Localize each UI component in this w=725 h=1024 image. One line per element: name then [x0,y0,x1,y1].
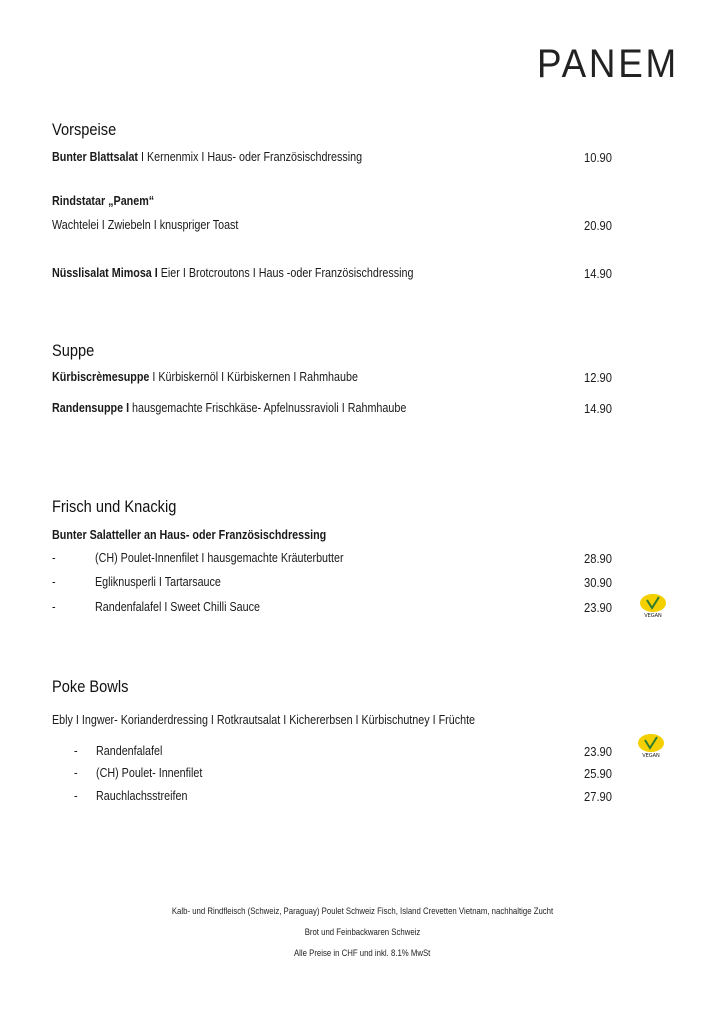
vegan-icon [638,593,668,619]
vegan-badge-shape [640,594,666,612]
item-desc: Wachtelei I Zwiebeln I knuspriger Toast [52,218,239,232]
section-subtitle: Bunter Salatteller an Haus- oder Französischdressing [52,528,327,542]
bullet: - [74,744,78,758]
menu-item [52,401,406,415]
item-name: Nüsslisalat Mimosa I [52,266,158,280]
footer-line-3: Alle Preise in CHF und inkl. 8.1% MwSt [294,948,431,959]
vegan-icon [636,733,666,759]
bullet: - [52,600,56,614]
footer-origin [0,906,725,917]
item-desc: I Kürbiskernöl I Kürbiskernen I Rahmhaube [149,370,358,384]
vegan-badge-shape [638,734,664,752]
option-price: 30.90 [584,575,612,590]
option-name: Randenfalafel [96,744,163,758]
item-price: 10.90 [584,150,612,165]
item-desc: I Kernenmix I Haus- oder Französischdressing [138,150,363,164]
vegan-label: VEGAN [644,613,662,619]
option-name: Rauchlachsstreifen [96,789,188,803]
item-price: 12.90 [584,370,612,385]
item-name: Randensuppe I [52,401,130,415]
item-name: Kürbiscrèmesuppe [52,370,150,384]
menu-item [52,370,358,384]
option-name: Randenfalafel I Sweet Chilli Sauce [95,600,260,614]
vegan-label: VEGAN [642,753,660,759]
bullet: - [74,766,78,780]
item-price: 14.90 [584,266,612,281]
section-title-vorspeise: Vorspeise [52,120,117,139]
option-price: 25.90 [584,766,612,781]
footer-prices [0,948,725,959]
option-name: Egliknusperli I Tartarsauce [95,575,221,589]
section-desc: Ebly I Ingwer- Korianderdressing I Rotkrautsalat I Kichererbsen I Kürbischutney I Früchte [52,713,476,727]
item-name: Bunter Blattsalat [52,150,139,164]
option-name: (CH) Poulet- Innenfilet [96,766,203,780]
footer-bread [0,927,725,938]
logo-wordmark: PANEM [537,42,679,86]
footer-line-1: Kalb- und Rindfleisch (Schweiz, Paraguay) Poulet Schweiz Fisch, Island Crevetten Vietnam, nachhaltige Zucht [171,906,554,917]
option-name: (CH) Poulet-Innenfilet I hausgemachte Kräuterbutter [95,551,344,565]
menu-item [52,150,362,164]
option-price: 28.90 [584,551,612,566]
option-price: 23.90 [584,600,612,615]
section-title-suppe: Suppe [52,341,95,360]
bullet: - [52,551,56,565]
bullet: - [74,789,78,803]
section-title-poke: Poke Bowls [52,677,129,696]
item-price: 14.90 [584,401,612,416]
item-name: Rindstatar „Panem“ [52,194,155,208]
option-price: 27.90 [584,789,612,804]
section-title-frisch: Frisch und Knackig [52,497,177,516]
panem-logo [537,42,682,88]
item-desc: hausgemachte Frischkäse- Apfelnussravioli I Rahmhaube [129,401,407,415]
option-price: 23.90 [584,744,612,759]
item-desc: Eier I Brotcroutons I Haus -oder Französischdressing [157,266,414,280]
footer-line-2: Brot und Feinbackwaren Schweiz [304,927,421,938]
item-price: 20.90 [584,218,612,233]
bullet: - [52,575,56,589]
menu-item [52,266,413,280]
